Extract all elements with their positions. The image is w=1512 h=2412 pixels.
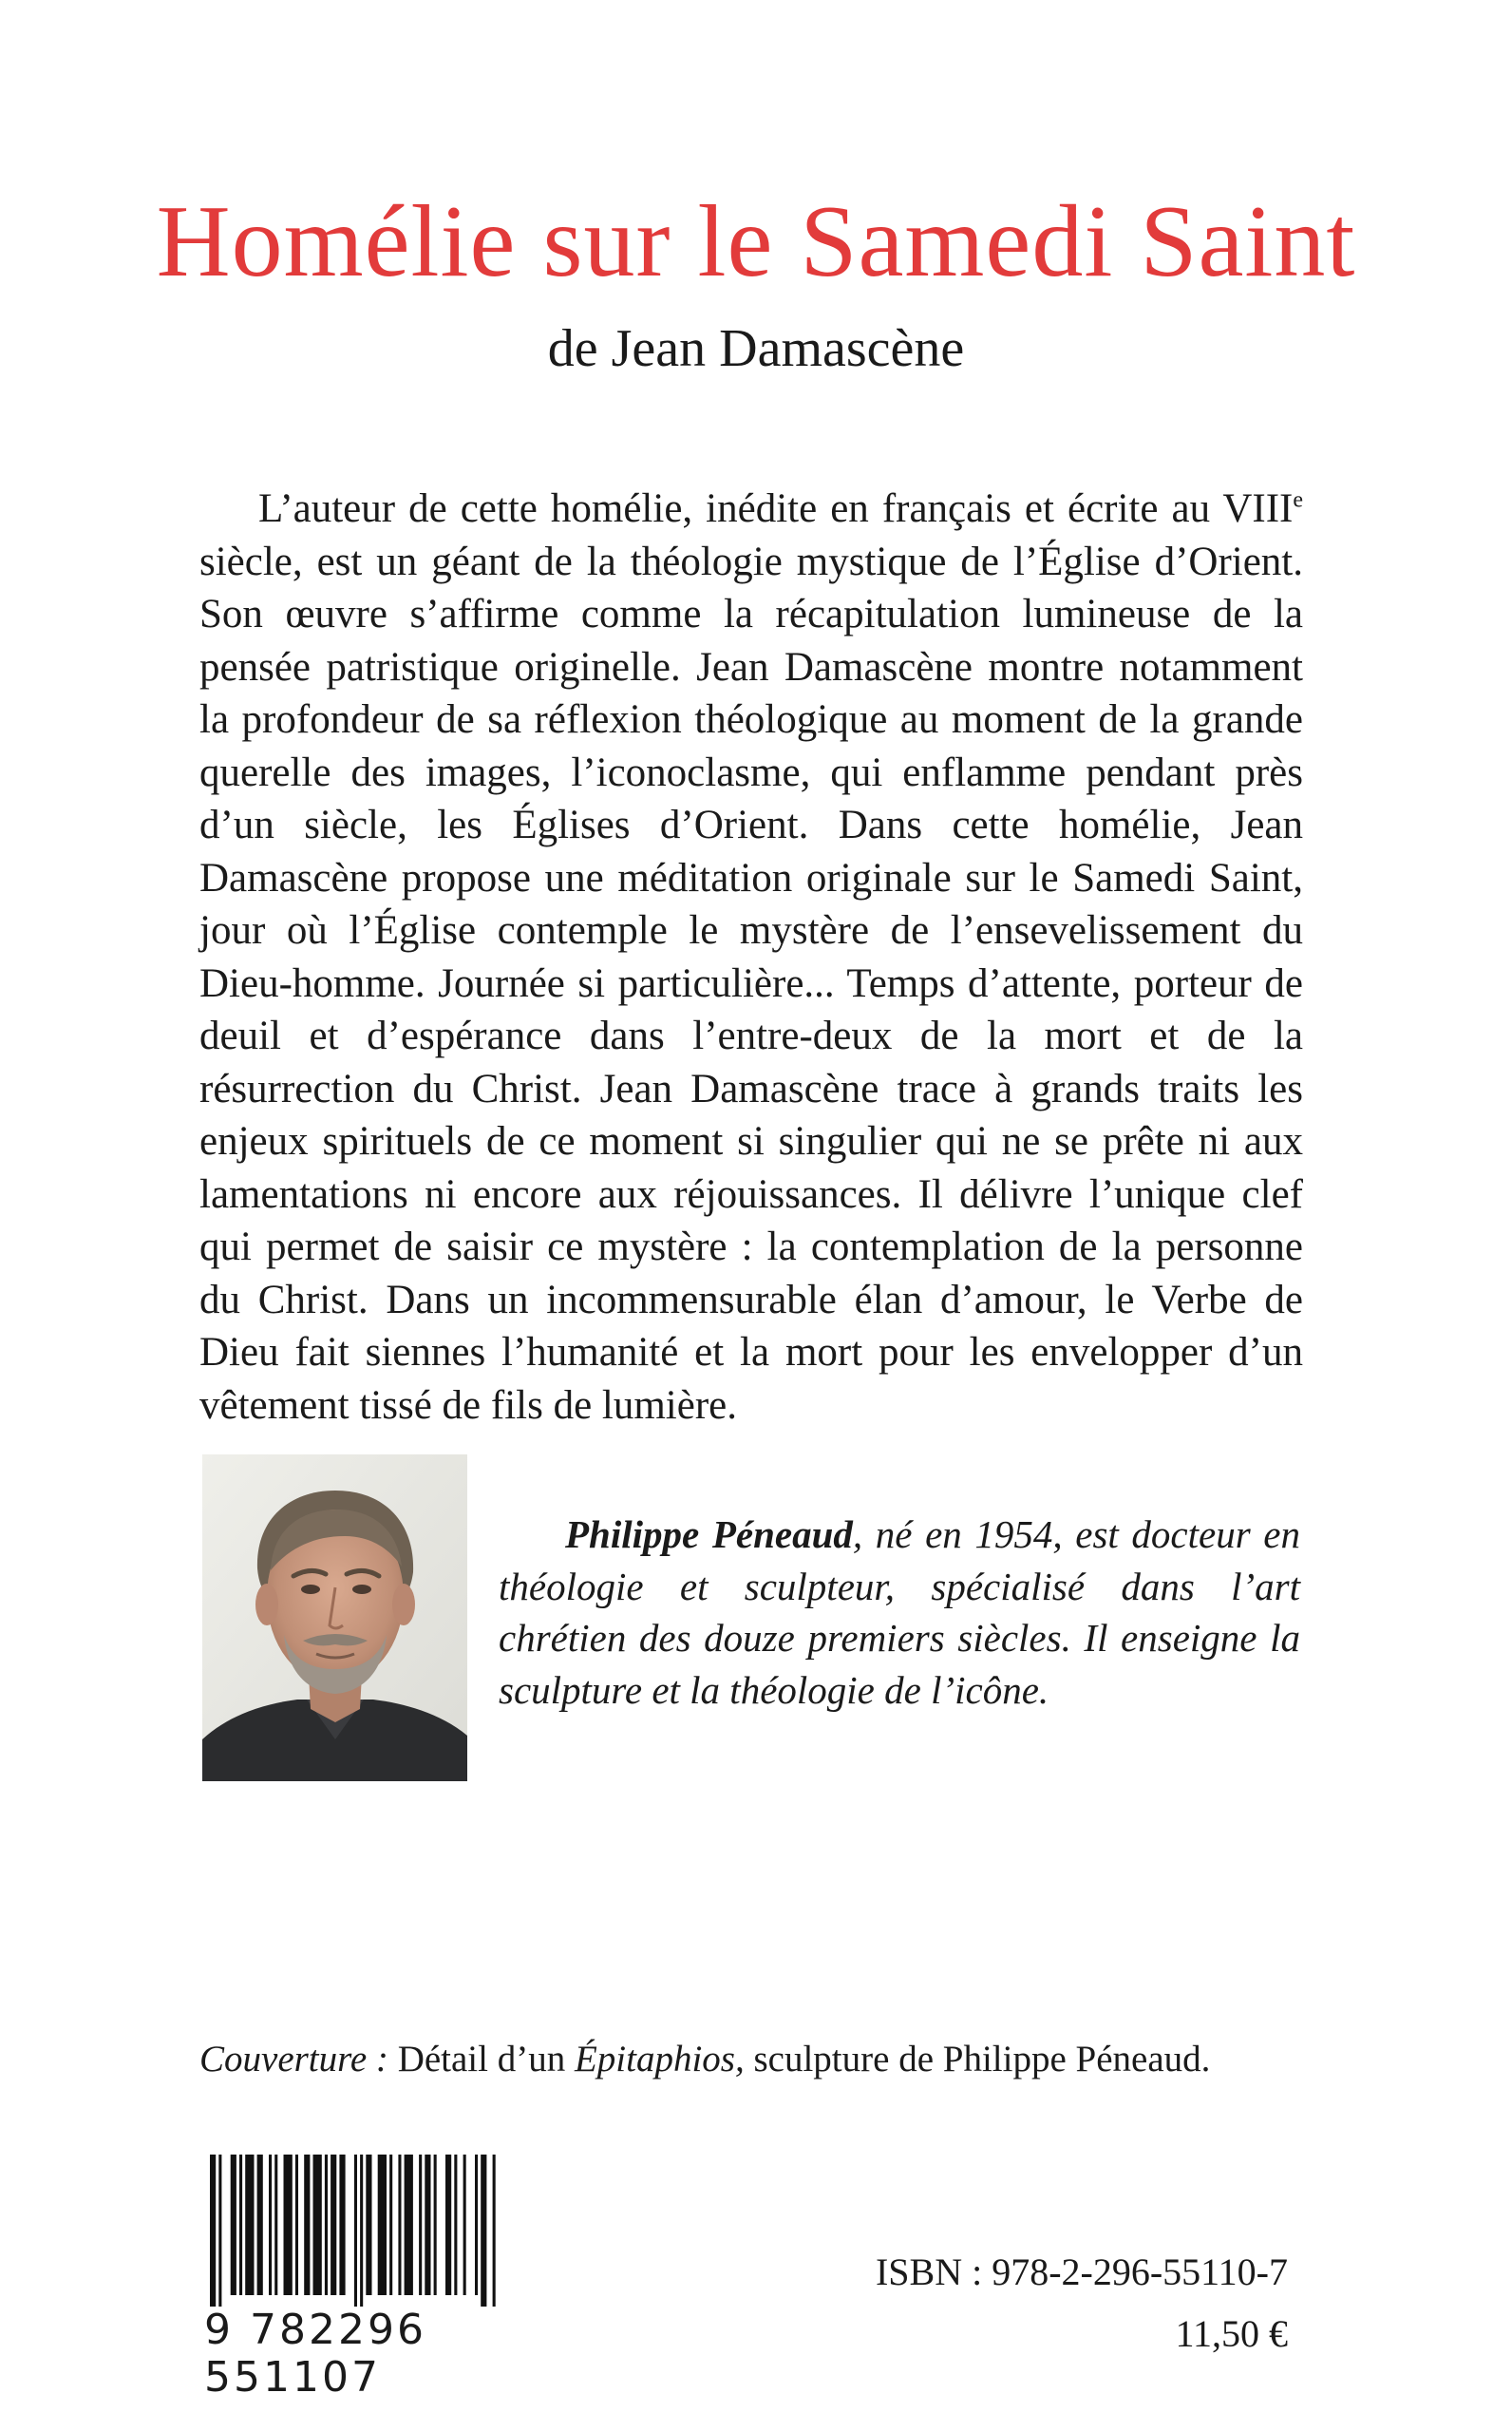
barcode-digits: 9 782296 551107	[204, 2306, 426, 2402]
barcode-bar	[354, 2155, 357, 2307]
barcode-bar	[274, 2155, 277, 2295]
barcode-bar	[405, 2155, 413, 2295]
blurb-text-rest: siècle, est un géant de la théologie mystique de l’Église d’Orient. Son œuvre s’affirme comme la récapitulation lumineuse de la pensée patristique originelle. Jean Damascène montre notamment la profondeur de sa réflexion théologique au moment de la grande querelle des images, l’iconoclasme, qui enflamme pendant près d’un siècle, les Églises d’Orient. Dans cette homélie, Jean Damascène propose une méditation originale sur le Samedi Saint, jour où l’Église contemple le mystère de l’ensevelissement du Dieu-homme. Journée si particulière... Temps d’attente, porteur de deuil et d’espérance dans l’entre-deux de la mort et de la résurrection du Christ. Jean Damascène trace à grands traits les enjeux spirituels de ce moment si singulier qui ne se prête ni aux lamentations ni encore aux réjouissances. Il délivre l’unique clef qui permet de saisir ce mystère : la contemplation de la personne du Christ. Dans un incommensurable élan d’amour, le Verbe de Dieu fait siennes l’humanité et la mort pour les envelopper d’un vêtement tissé de fils de lumière.	[199, 539, 1303, 1428]
barcode-bar	[389, 2155, 392, 2295]
author-bio	[499, 1509, 1300, 1716]
barcode-bar	[475, 2155, 478, 2295]
price: 11,50 €	[1175, 2312, 1288, 2355]
back-cover-blurb	[199, 483, 1303, 1432]
barcode-bar	[493, 2155, 496, 2307]
barcode-bar	[445, 2155, 451, 2295]
barcode-bar	[425, 2155, 430, 2295]
barcode-bar	[245, 2155, 254, 2295]
author-portrait-image	[202, 1454, 467, 1781]
cover-credit-text-b: sculpture de Philippe Péneaud.	[744, 2039, 1211, 2080]
barcode-bar	[239, 2155, 242, 2295]
cover-credit-work: Épitaphios,	[574, 2039, 745, 2080]
book-subtitle: de Jean Damascène	[547, 319, 965, 378]
barcode-bar	[313, 2155, 322, 2295]
barcode-bar	[419, 2155, 422, 2295]
barcode-bar	[366, 2155, 371, 2295]
cover-credit-label: Couverture :	[199, 2039, 388, 2080]
barcode-bar	[481, 2155, 486, 2307]
barcode-bar	[398, 2155, 401, 2295]
century-superscript: e	[1293, 487, 1303, 513]
author-bio-text: , né en 1954, est docteur en théologie et sculpteur, spécialisé dans l’art chrétien des douze premiers siècles. Il enseigne la sculpture et la théologie de l’icône.	[499, 1512, 1300, 1712]
barcode-bar	[360, 2155, 363, 2307]
barcode-bar	[257, 2155, 263, 2295]
barcode-bar	[454, 2155, 457, 2295]
barcode-bar	[284, 2155, 293, 2295]
author-photo	[202, 1454, 467, 1781]
barcode-bars	[204, 2155, 575, 2307]
barcode-bar	[434, 2155, 437, 2295]
barcode-bar	[304, 2155, 310, 2295]
cover-credit-text-a: Détail d’un	[387, 2039, 575, 2080]
blurb-text-start: L’auteur de cette homélie, inédite en français et écrite au VIII	[258, 486, 1294, 531]
barcode-bar	[463, 2155, 466, 2295]
barcode-bar	[295, 2155, 298, 2295]
isbn: ISBN : 978-2-296-55110-7	[875, 2251, 1288, 2293]
barcode-bar	[218, 2155, 221, 2307]
book-title: Homélie sur le Samedi Saint	[156, 185, 1356, 298]
barcode-bar	[325, 2155, 328, 2295]
barcode-bar	[231, 2155, 236, 2295]
cover-credit	[199, 2036, 1301, 2083]
author-name: Philippe Péneaud	[565, 1512, 853, 1556]
barcode-bar	[378, 2155, 387, 2295]
barcode-bar	[210, 2155, 216, 2307]
barcode-bar	[339, 2155, 345, 2295]
barcode-bar	[269, 2155, 272, 2295]
barcode-bar	[331, 2155, 336, 2295]
